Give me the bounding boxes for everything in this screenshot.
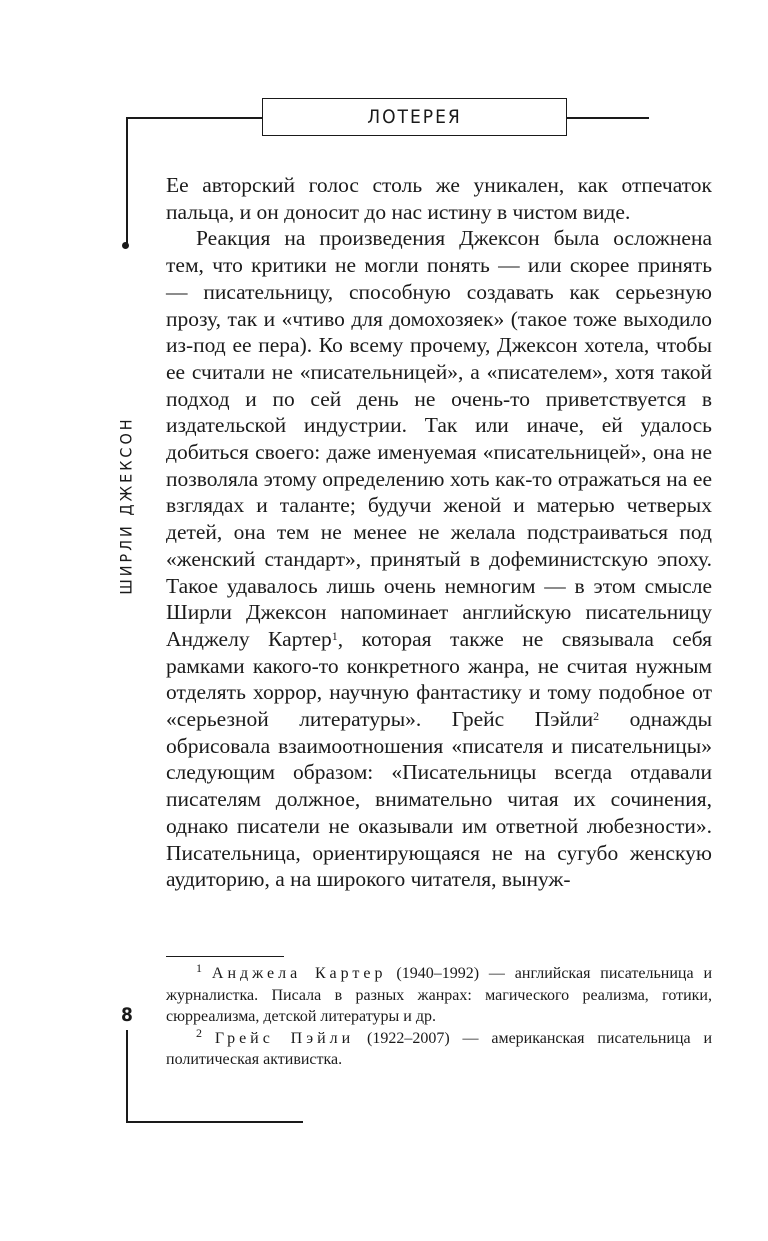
- paragraph-1: Ее авторский голос столь же уникален, как отпечаток пальца, и он доносит до нас истину в чистом виде.: [166, 173, 712, 224]
- footnote-1: [166, 963, 712, 1028]
- author-name: ШИРЛИ ДЖЕКСОН: [116, 415, 136, 595]
- footnote-1-name: Анджела Картер: [211, 965, 387, 982]
- frame-line-top-right: [567, 117, 649, 119]
- frame-line-left-lower: [126, 1030, 128, 1122]
- footnote-separator: [166, 956, 284, 957]
- book-title: ЛОТЕРЕЯ: [367, 106, 462, 128]
- frame-line-bottom: [126, 1121, 303, 1123]
- paragraph-2-part-b: , которая также не связывала себя рамками какого-то конкретного жанра, не считая нужным отделять хоррор, научную фантастику и тому подобное от «серьезной литературы». Грейс Пэйли: [166, 626, 712, 732]
- footnote-2-name: Грейс Пэйли: [214, 1029, 355, 1047]
- footnote-2-text: (1922–2007) — американская писательница и политическая активистка.: [166, 1029, 713, 1068]
- author-running-head: [116, 415, 136, 595]
- footnote-ref-2: 2: [593, 709, 600, 724]
- frame-line-top-left: [126, 117, 262, 119]
- paragraph-2-part-a: Реакция на произведения Джексон была осложнена тем, что критики не могли понять — или скорее принять — писательницу, способную создавать как серьезную прозу, так и «чтиво для домохозяек» (такое тоже выходило из-под ее пера). Ко всему прочему, Джексон хотела, чтобы ее считали не «писательницей», а «писателем», хотя такой подход и по сей день не очень-то приветствуется в издательской индустрии. Так или иначе, ей удалось добиться своего: даже именуемая «писательницей», она не позволяла этому определению хоть как-то отражаться на ее взглядах и таланте; будучи женой и матерью четверых детей, она тем не менее не желала подстраиваться под «женский стандарт», принятый в дофеминистскую эпоху. Такое удавалось лишь очень немногим — в этом смысле Ширли Джексон напоминает английскую писательницу Анджелу Картер: [166, 226, 712, 651]
- frame-line-left-upper: [126, 117, 128, 245]
- footnote-1-mark: 1: [196, 961, 202, 975]
- paragraph-2-part-c: однажды обрисовала взаимоотношения «писателя и писательницы» следующим образом: «Писательницы всегда отдавали писателям должное, внимательно читая их сочинения, однако писатели не оказывали им ответной любезности». Писательница, ориентирующаяся не на сугубо женскую аудиторию, а на широкого читателя, вынуж-: [166, 707, 713, 892]
- frame-dot-ornament: [122, 242, 129, 249]
- footnote-2: [166, 1025, 713, 1071]
- footnotes: [166, 963, 712, 1071]
- book-title-box: [262, 98, 567, 136]
- footnote-2-mark: 2: [196, 1025, 202, 1040]
- footnote-ref-1: 1: [331, 628, 338, 643]
- footnote-1-text: (1940–1992) — английская писательница и журналистка. Писала в разных жанрах: магического реализма, готики, сюрреализма, детской литературы и др.: [166, 965, 713, 1025]
- paragraph-2: [166, 225, 712, 893]
- main-text: [166, 172, 712, 893]
- page-number: 8: [121, 1004, 133, 1026]
